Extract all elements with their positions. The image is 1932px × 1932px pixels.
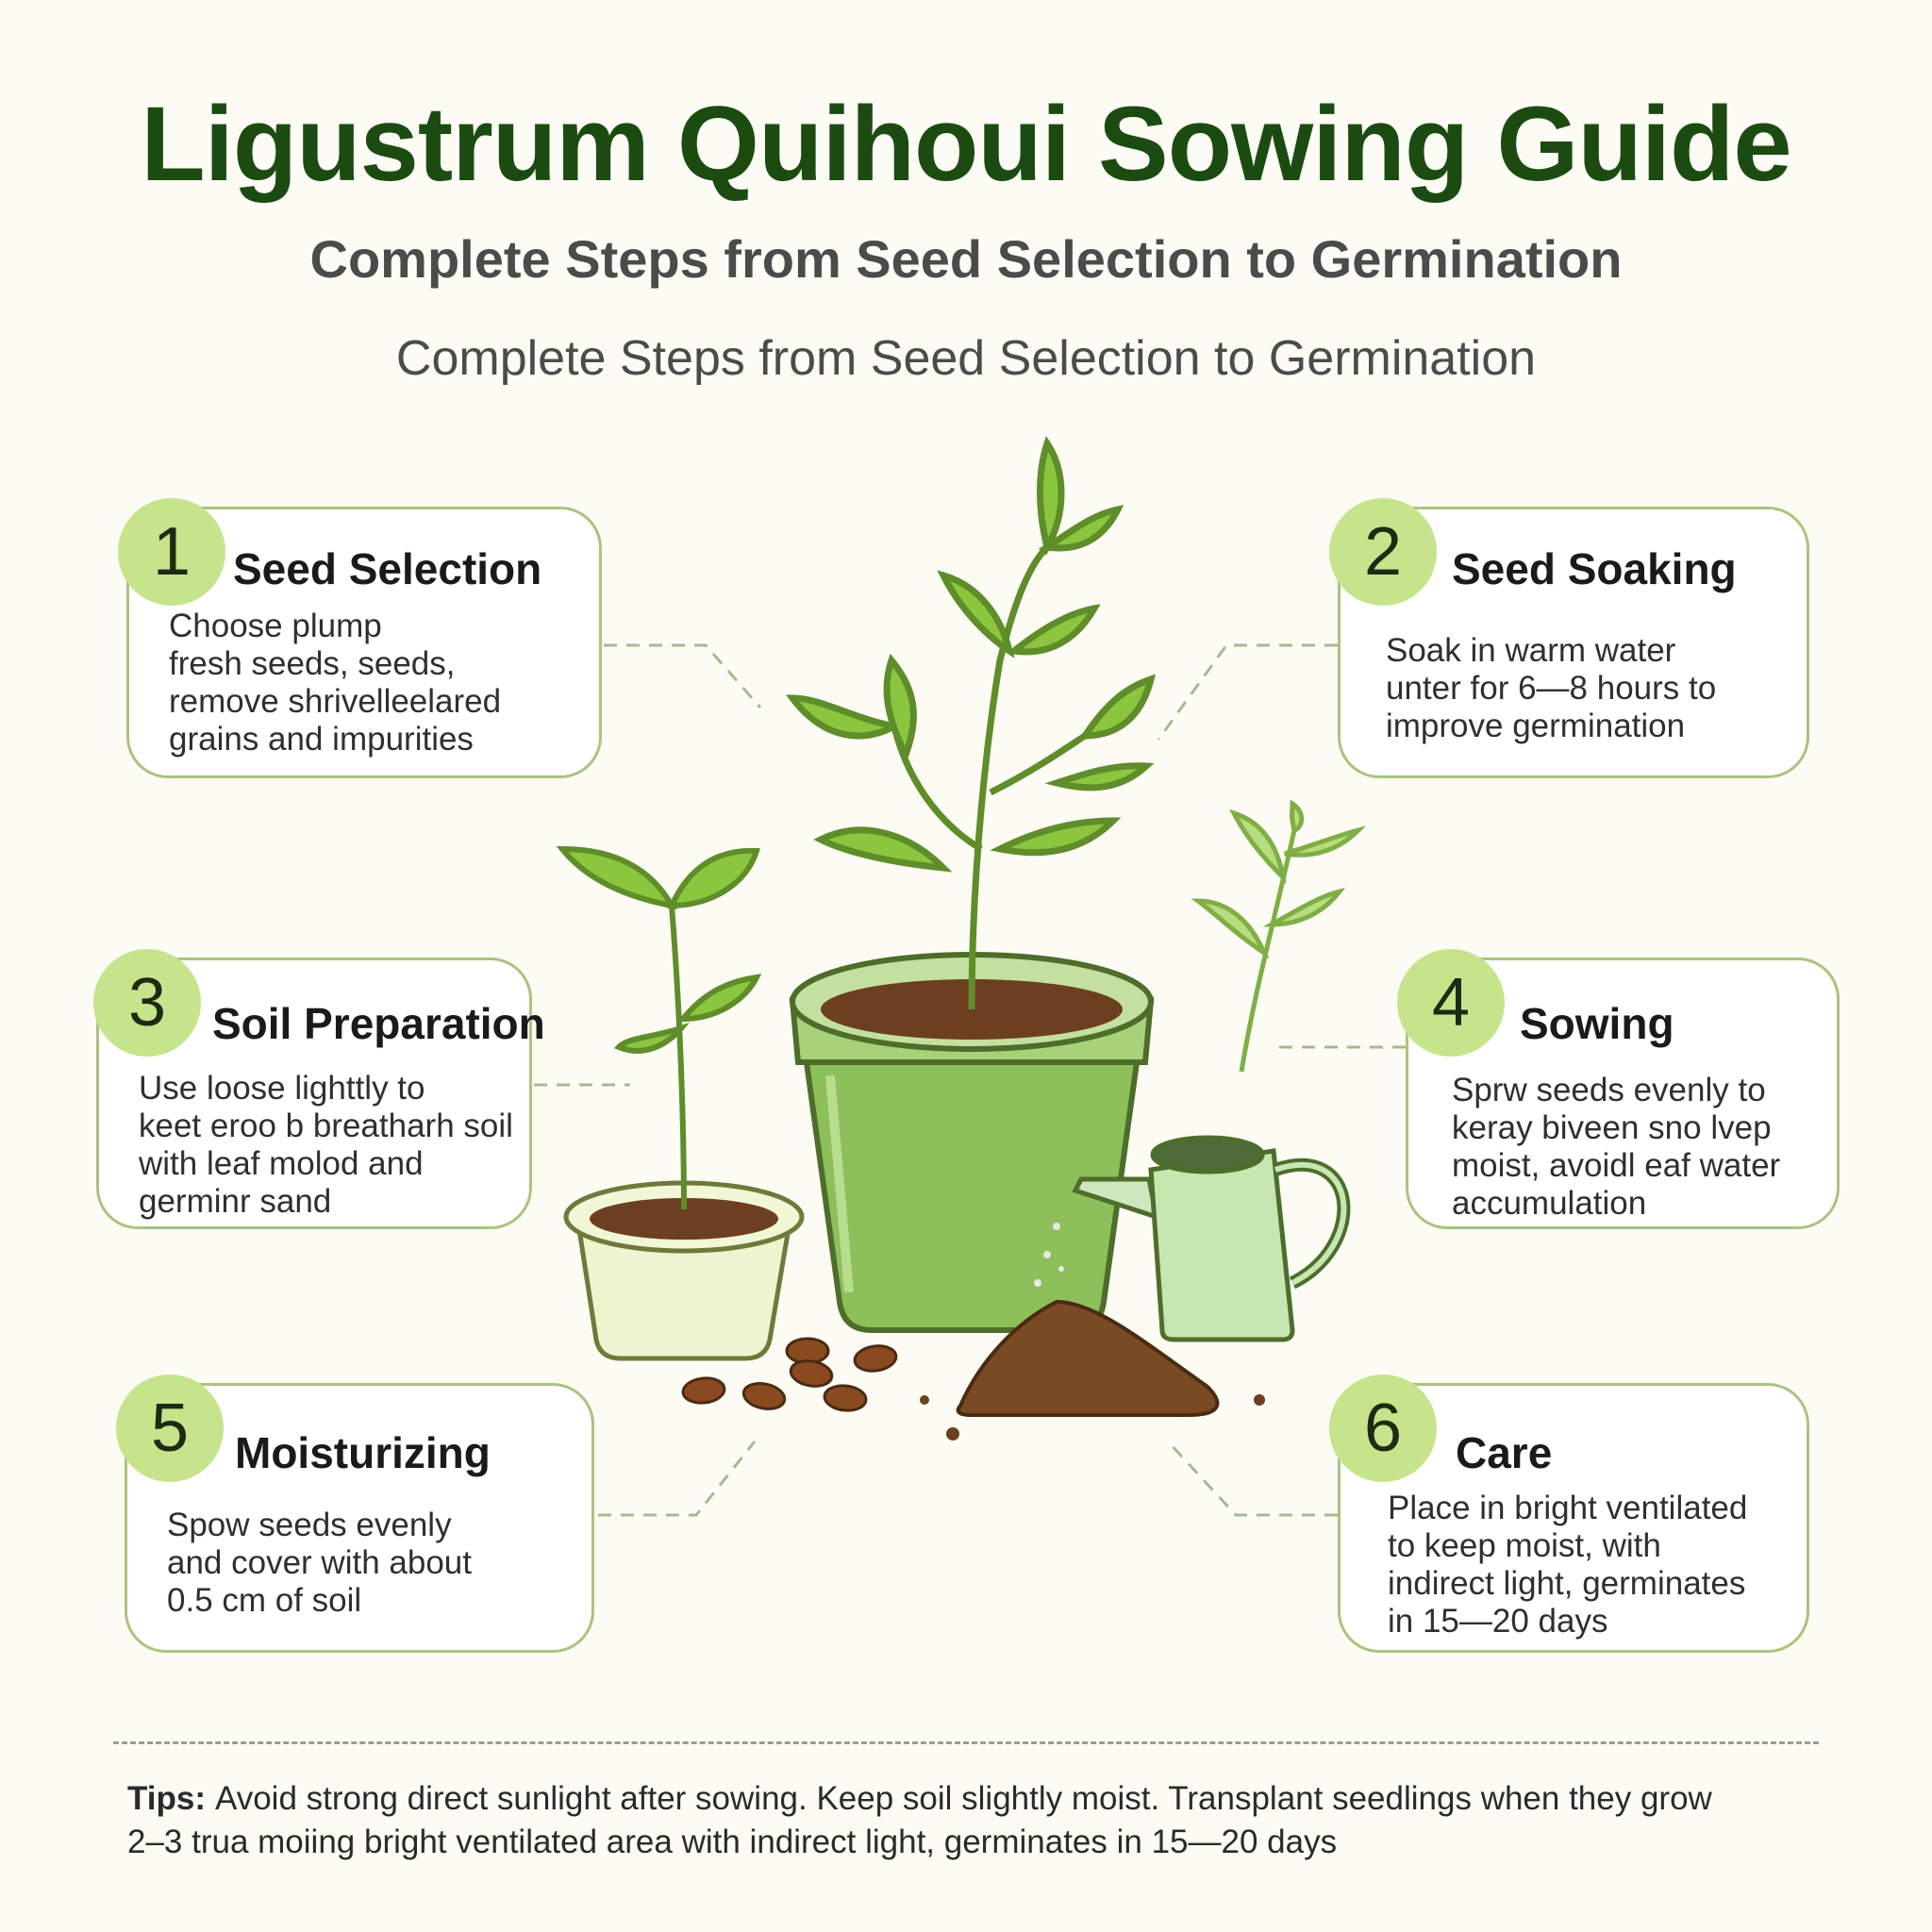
- large-pot: [792, 955, 1151, 1330]
- tips-label: Tips:: [127, 1780, 206, 1817]
- step-title: Care: [1456, 1428, 1553, 1477]
- step-description: Sprw seeds evenly to keray biveen sno lvep moist, avoidl eaf water accumulation: [1452, 1072, 1781, 1222]
- step-card-6: [1338, 1383, 1809, 1653]
- tips-section: [127, 1777, 1825, 1864]
- step-number-badge: 3: [93, 949, 201, 1057]
- tips-text-2: 2–3 trua moiing bright ventilated area with indirect light, germinates in 15—20 days: [127, 1824, 1338, 1860]
- page-title: Ligustrum Quihoui Sowing Guide: [141, 85, 1791, 203]
- step-description: Choose plump fresh seeds, seeds, remove shrivelleelared grains and impurities: [169, 608, 502, 758]
- tips-text-1: Avoid strong direct sunlight after sowing. Keep soil slightly moist. Transplant seedlings when they grow: [214, 1780, 1712, 1817]
- step-title: Moisturizing: [235, 1428, 491, 1477]
- step-card-3: [96, 958, 545, 1229]
- page-subtitle-repeat: Complete Steps from Seed Selection to Germination: [395, 331, 1537, 386]
- tips-line-1: [127, 1777, 1825, 1821]
- small-seedling: [562, 849, 757, 1209]
- step-description: Place in bright ventilated to keep moist, with indirect light, germinates in 15—20 days: [1388, 1490, 1748, 1640]
- step-number-badge: 5: [116, 1374, 224, 1482]
- large-seedling: [792, 443, 1151, 1009]
- step-card-5: [125, 1383, 594, 1653]
- step-description: Soak in warm water unter for 6—8 hours to improve germination: [1386, 632, 1717, 744]
- step-number-badge: 6: [1329, 1374, 1437, 1482]
- tips-divider: [113, 1741, 1819, 1744]
- step-number-badge: 2: [1329, 498, 1437, 606]
- step-description: Use loose lighttly to keet eroo b breatharh soil with leaf molod and germinr sand: [139, 1070, 513, 1220]
- sprig: [1198, 804, 1358, 1072]
- step-card-1: [126, 507, 602, 778]
- step-description: Spow seeds evenly and cover with about 0.5 cm of soil: [167, 1507, 472, 1619]
- page-subtitle: Complete Steps from Seed Selection to Germination: [309, 229, 1623, 289]
- step-card-2: [1338, 507, 1809, 778]
- step-title: Seed Soaking: [1452, 544, 1737, 593]
- step-title: Soil Preparation: [212, 999, 545, 1048]
- step-title: Seed Selection: [233, 544, 542, 593]
- step-number-badge: 1: [118, 498, 225, 606]
- step-title: Sowing: [1520, 999, 1674, 1048]
- step-card-4: [1406, 958, 1840, 1229]
- step-number-badge: 4: [1397, 949, 1505, 1057]
